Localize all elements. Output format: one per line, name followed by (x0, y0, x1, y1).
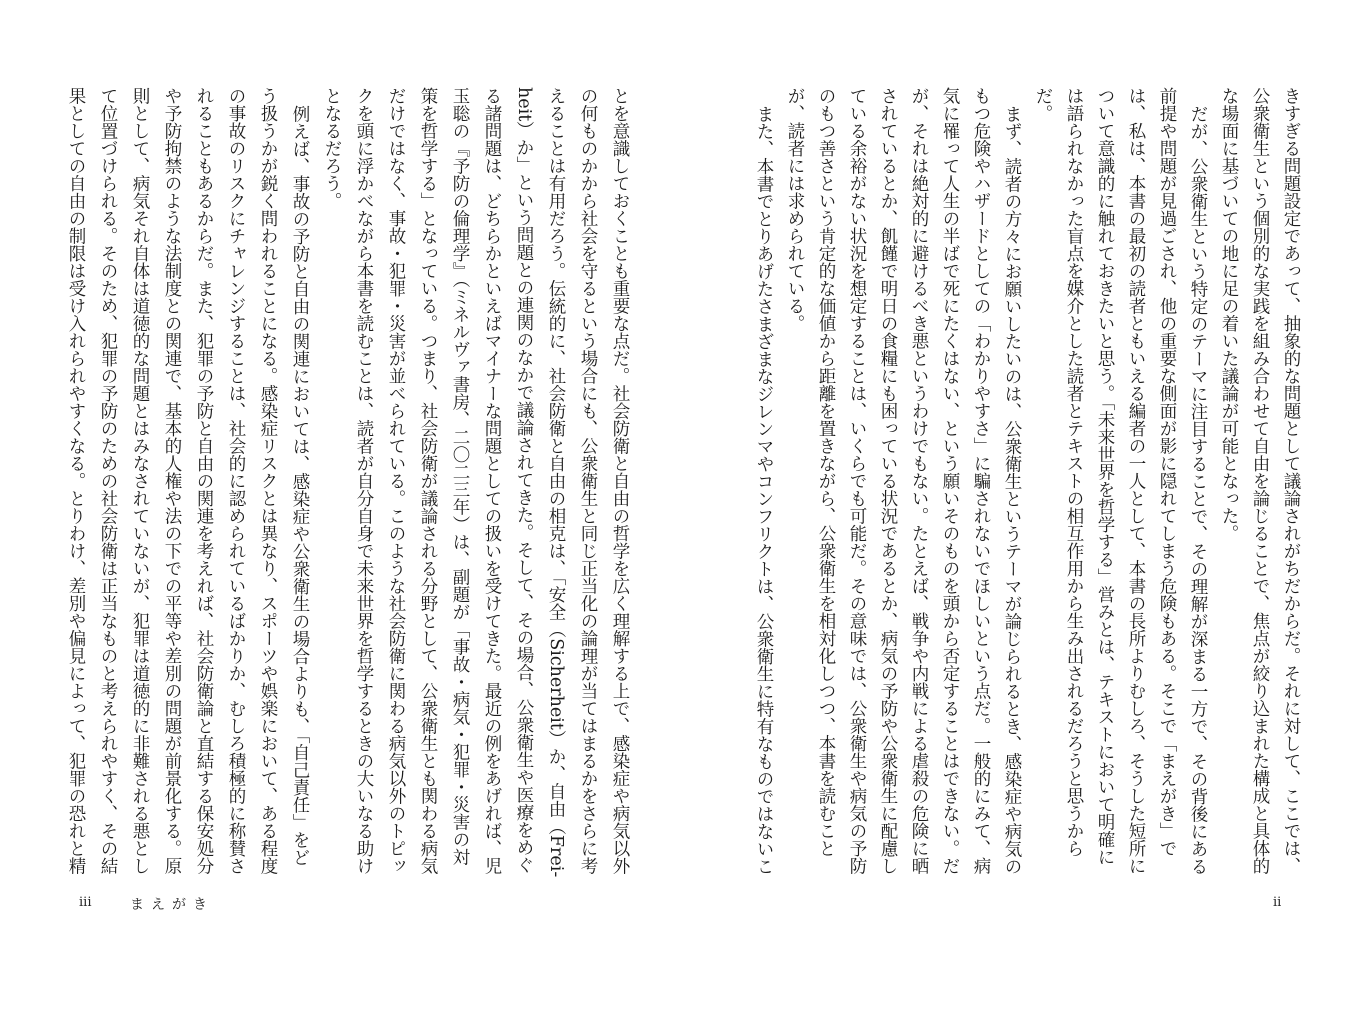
text-line: えることは有用だろう。伝統的に、社会防衛と自由の相克は、「安全（Sicherheit）か、自由（Frei- (546, 87, 566, 878)
text-line: な場面に基づいての地に足の着いた議論が可能となった。 (1219, 87, 1239, 542)
text-line: ている余裕がない状況を想定することは、いくらでも可能だ。その意味では、公衆衛生や病気の予防 (847, 87, 867, 875)
text-line: クを頭に浮かべながら本書を読むことは、読者が自分自身で未来世界を哲学するときの大いなる助け (354, 87, 374, 875)
text-line: まず、読者の方々にお願いしたいのは、公衆衛生というテーマが論じられるとき、感染症や病気の (1002, 104, 1022, 875)
text-line: されているとか、飢饉で明日の食糧にも困っている状況であるとか、病気の予防や公衆衛生に配慮し (878, 87, 898, 875)
text-line: 玉聡の『予防の倫理学』（ミネルヴァ書房、二〇二三年）は、副題が「事故・病気・犯罪・災害の対 (450, 87, 470, 866)
text-line: は、私は、本書の最初の読者ともいえる編者の一人として、本書の長所よりむしろ、そうした短所に (1126, 87, 1146, 875)
text-line: だが、公衆衛生という特定のテーマに注目することで、その理解が深まる一方で、その背後にある (1188, 104, 1208, 875)
text-line: とを意識しておくことも重要な点だ。社会防衛と自由の哲学を広く理解する上で、感染症や病気以外 (610, 87, 630, 875)
text-line: となるだろう。 (322, 87, 342, 210)
page-number-right: ii (1273, 895, 1282, 910)
text-line: の何ものかから社会を守るという場合にも、公衆衛生と同じ正当化の論理が当てはまるかをさらに考 (578, 87, 598, 875)
text-line: や予防拘禁のような法制度との関連で、基本的人権や法の下での平等や差別の問題が前景化する。原 (162, 87, 182, 875)
text-line: の事故のリスクにチャレンジすることは、社会的に認められているばかりか、むしろ積極的に称賛さ (226, 87, 246, 875)
text-line: う扱うかが鋭く問われることになる。感染症リスクとは異なり、スポーツや娯楽において、ある程度 (258, 87, 278, 875)
text-line: て位置づけられる。そのため、犯罪の予防のための社会防衛は正当なものと考えられやすく、その結 (98, 87, 118, 875)
page-right-body (748, 87, 1306, 887)
text-line: 前提や問題が見過ごされ、他の重要な側面が影に隠れてしまう危険もある。そこで「まえがき」で (1157, 87, 1177, 857)
text-line: 例えば、事故の予防と自由の関連においては、感染症や公衆衛生の場合よりも、「自己責任」をど (290, 104, 310, 866)
running-head: まえがき (130, 897, 214, 913)
text-line: 則として、病気それ自体は道徳的な問題とはみなされていないが、犯罪は道徳的に非難される悪とし (130, 87, 150, 875)
text-line: れることもあるからだ。また、犯罪の予防と自由の関連を考えれば、社会防衛論と直結する保安処分 (194, 87, 214, 875)
text-line: が、読者には求められている。 (785, 87, 805, 332)
text-line: 策を哲学する」となっている。つまり、社会防衛が議論される分野として、公衆衛生とも関わる病気 (418, 87, 438, 875)
text-line: また、本書でとりあげたさまざまなジレンマやコンフリクトは、公衆衛生に特有なものではないこ (754, 104, 774, 875)
text-line: る諸問題は、どちらかといえばマイナーな問題としての扱いを受けてきた。最近の例をあげれば、児 (482, 87, 502, 875)
text-line: は語られなかった盲点を媒介とした読者とテキストの相互作用から生み出されるだろうと思うから (1064, 87, 1084, 857)
page-left-body (60, 87, 636, 887)
text-line: 公衆衛生という個別的な実践を組み合わせて自由を論じることで、焦点が絞り込まれた構成と具体的 (1250, 87, 1270, 875)
text-line: が、それは絶対的に避けるべき悪というわけでもない。たとえば、戦争や内戦による虐殺の危険に晒 (909, 87, 929, 875)
text-line: ついて意識的に触れておきたいと思う。「未来世界を哲学する」営みとは、テキストにおいて明確に (1095, 87, 1115, 866)
text-line: 気に罹って人生の半ばで死にたくはない、という願いそのものを頭から否定することはできない。だ (940, 87, 960, 875)
text-line: もつ危険やハザードとしての「わかりやすさ」に騙されないでほしいという点だ。一般的にみて、病 (971, 87, 991, 875)
text-line: きすぎる問題設定であって、抽象的な問題として議論されがちだからだ。それに対して、ここでは、 (1281, 87, 1301, 875)
text-line: heit）か」という問題との連関のなかで議論されてきた。そして、その場合、公衆衛生や医療をめぐ (514, 87, 534, 874)
text-line: だけではなく、事故・犯罪・災害が並べられている。このような社会防衛に関わる病気以外のトピッ (386, 87, 406, 875)
text-line: 果としての自由の制限は受け入れられやすくなる。とりわけ、差別や偏見によって、犯罪の恐れと精 (66, 87, 86, 875)
page-number-left: iii (79, 895, 92, 910)
text-line: のもつ善さという肯定的な価値から距離を置きながら、公衆衛生を相対化しつつ、本書を読むこと (816, 87, 836, 857)
text-line: だ。 (1033, 87, 1053, 122)
